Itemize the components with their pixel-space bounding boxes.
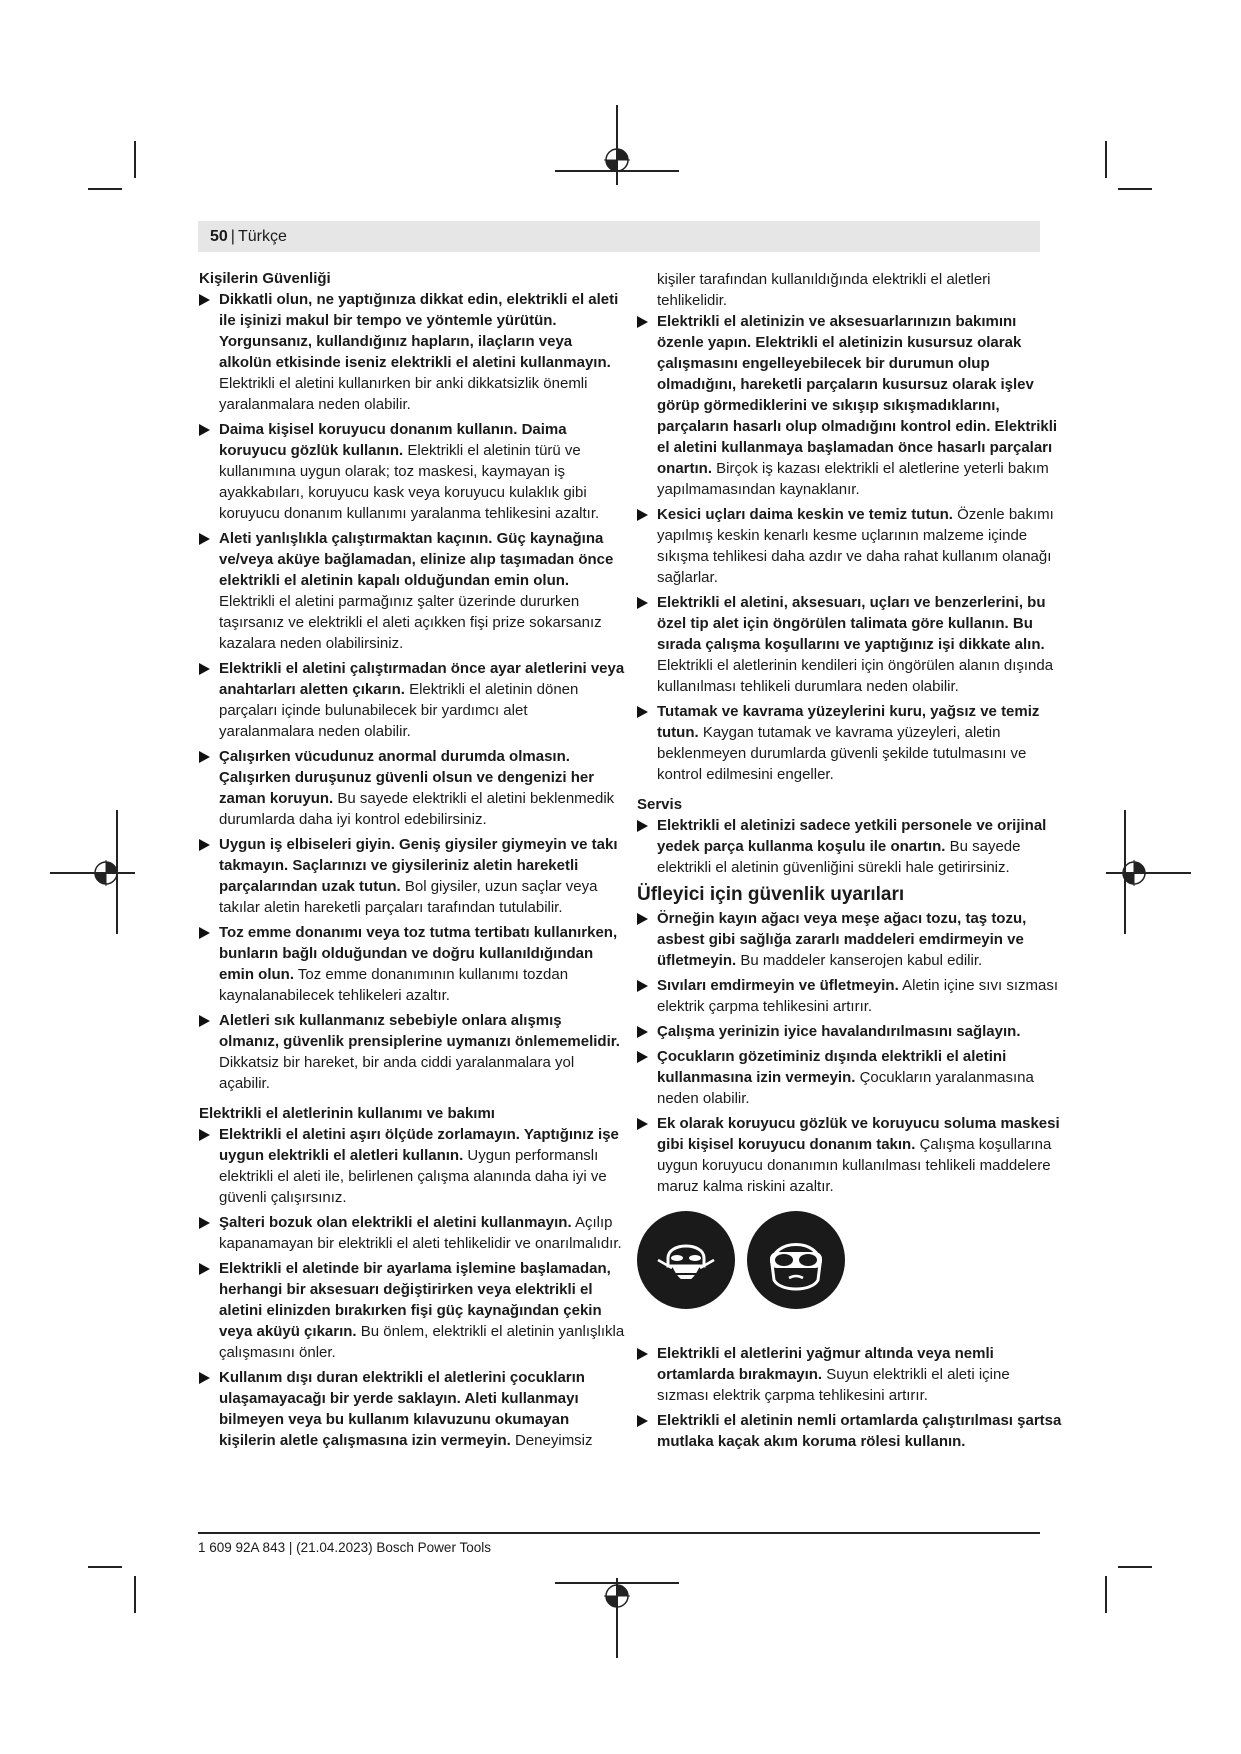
registration-target-icon bbox=[604, 147, 630, 173]
list-item: Çalışırken vücudunuz anormal durumda olmasın. Çalışırken duruşunuz güvenli olsun ve dengenizi her zaman koruyun. Bu sayede elektrikli el aletini beklenmedik durumlarda daha iyi kontrol edebilirsiniz. bbox=[199, 746, 625, 830]
list-item: Daima kişisel koruyucu donanım kullanın. Daima koruyucu gözlük kullanın. Elektrikli el aletinin türü ve kullanımına uygun olarak; toz maskesi, kaymayan iş ayakkabıları, koruyucu kask veya koruyucu kulaklık gibi koruyucu donanım kullanımı yaralanma tehlikesini azaltır. bbox=[199, 419, 625, 524]
maintenance-list bbox=[637, 311, 1063, 785]
page-number: 50 bbox=[210, 228, 228, 245]
crop-mark bbox=[616, 105, 618, 185]
list-item: Şalteri bozuk olan elektrikli el aletini kullanmayın. Açılıp kapanamayan bir elektrikli el aleti tehlikelidir ve onarılmalıdır. bbox=[199, 1212, 625, 1254]
crop-mark bbox=[88, 188, 122, 190]
bullet-triangle-icon bbox=[637, 1026, 648, 1038]
crop-mark bbox=[1118, 188, 1152, 190]
list-item: Elektrikli el aletlerini yağmur altında veya nemli ortamlarda bırakmayın. Suyun elektrikli el aleti içine sızması elektrik çarpma tehlikesini artırır. bbox=[637, 1343, 1063, 1406]
list-item: Dikkatli olun, ne yaptığınıza dikkat edin, elektrikli el aleti ile işinizi makul bir tempo ve yöntemle yürütün. Yorgunsanız, kullandığınız hapların, ilaçların veya alkolün etkisinde iseniz elektrikli el aletini kullanmayın. Elektrikli el aletini kullanırken bir anki dikkatsizlik önemli yaralanmalara neden olabilir. bbox=[199, 289, 625, 415]
service-list bbox=[637, 815, 1063, 878]
bullet-triangle-icon bbox=[199, 294, 210, 306]
crop-mark bbox=[1106, 872, 1191, 874]
bullet-triangle-icon bbox=[637, 1051, 648, 1063]
registration-target-icon bbox=[604, 1583, 630, 1609]
page-header bbox=[198, 221, 1040, 252]
list-item: Kullanım dışı duran elektrikli el aletlerini çocukların ulaşamayacağı bir yerde saklayın. Aleti kullanmayı bilmeyen veya bu kullanım kılavuzunu okumayan kişilerin aletle çalışmasına izin vermeyin. Deneyimsiz bbox=[199, 1367, 625, 1451]
list-item: Ek olarak koruyucu gözlük ve koruyucu soluma maskesi gibi kişisel koruyucu donanım takın. Çalışma koşullarına uygun koruyucu donanımın kullanılması tehlikeli maddelere maruz kalma riskini azaltır. bbox=[637, 1113, 1063, 1197]
section-title-personal-safety: Kişilerin Güvenliği bbox=[199, 270, 331, 287]
section-title-blower-safety: Üfleyici için güvenlik uyarıları bbox=[637, 884, 905, 905]
bullet-triangle-icon bbox=[199, 663, 210, 675]
list-item: Elektrikli el aletini aşırı ölçüde zorlamayın. Yaptığınız işe uygun elektrikli el aletleri kullanın. Uygun performanslı elektrikli el aleti ile, belirlenen çalışma alanında daha iyi ve güvenli çalışırsınız. bbox=[199, 1124, 625, 1208]
right-column bbox=[637, 269, 1063, 1456]
list-item: Çalışma yerinizin iyice havalandırılmasını sağlayın. bbox=[637, 1021, 1063, 1042]
crop-mark bbox=[134, 1576, 136, 1613]
bullet-triangle-icon bbox=[199, 1129, 210, 1141]
footer-text: 1 609 92A 843 | (21.04.2023) Bosch Power Tools bbox=[198, 1540, 491, 1555]
bullet-triangle-icon bbox=[199, 1372, 210, 1384]
bullet-triangle-icon bbox=[637, 913, 648, 925]
blower-safety-list bbox=[637, 908, 1063, 1197]
section-title-service: Servis bbox=[637, 796, 683, 813]
crop-mark bbox=[88, 1566, 122, 1568]
header-language: Türkçe bbox=[237, 228, 287, 245]
list-item: Elektrikli el aletinizi sadece yetkili personele ve orijinal yedek parça kullanma koşulu ile onartın. Bu sayede elektrikli el aletinin güvenliğini sürekli hale getirirsiniz. bbox=[637, 815, 1063, 878]
crop-mark bbox=[1105, 141, 1107, 178]
bullet-triangle-icon bbox=[199, 1015, 210, 1027]
continued-text: kişiler tarafından kullanıldığında elektrikli el aletleri tehlikelidir. bbox=[657, 271, 991, 309]
list-item: Uygun iş elbiseleri giyin. Geniş giysiler giymeyin ve takı takmayın. Saçlarınızı ve giysileriniz aletin hareketli parçalarından uzak tutun. Bol giysiler, uzun saçlar veya takılar aletin hareketli parçaları tarafından tutulabilir. bbox=[199, 834, 625, 918]
registration-target-icon bbox=[93, 860, 119, 886]
bullet-triangle-icon bbox=[637, 980, 648, 992]
crop-mark bbox=[1105, 1576, 1107, 1613]
bullet-triangle-icon bbox=[199, 1263, 210, 1275]
bullet-triangle-icon bbox=[199, 533, 210, 545]
list-item: Örneğin kayın ağacı veya meşe ağacı tozu, taş tozu, asbest gibi sağlığa zararlı maddeleri emdirmeyin ve üfletmeyin. Bu maddeler kanserojen kabul edilir. bbox=[637, 908, 1063, 971]
bullet-triangle-icon bbox=[199, 839, 210, 851]
bullet-triangle-icon bbox=[637, 820, 648, 832]
bullet-triangle-icon bbox=[199, 424, 210, 436]
list-item: Elektrikli el aletinin nemli ortamlarda çalıştırılması şartsa mutlaka kaçak akım koruma rölesi kullanın. bbox=[637, 1410, 1063, 1452]
list-item: Elektrikli el aletinizin ve aksesuarlarınızın bakımını özenle yapın. Elektrikli el aletinizin kusursuz olarak çalışmasını engelleyebilecek bir durumun olup olmadığını, hareketli parçaların kusursuz olarak işlev görüp görmediklerini ve sıkışıp sıkışmadıklarını, parçaların hasarlı olup olmadığını kontrol edin. Elektrikli el aletini kullanmaya başlamadan önce hasarlı parçaları onartın. Birçok iş kazası elektrikli el aletlerine yeterli bakım yapılmamasından kaynaklanır. bbox=[637, 311, 1063, 500]
bullet-triangle-icon bbox=[199, 927, 210, 939]
bullet-triangle-icon bbox=[199, 1217, 210, 1229]
list-item: Sıvıları emdirmeyin ve üfletmeyin. Aletin içine sıvı sızması elektrik çarpma tehlikesini artırır. bbox=[637, 975, 1063, 1017]
list-item: Aletleri sık kullanmanız sebebiyle onlara alışmış olmanız, güvenlik prensiplerine uymanızı önlememelidir. Dikkatsiz bir hareket, bir anda ciddi yaralanmalara yol açabilir. bbox=[199, 1010, 625, 1094]
bullet-triangle-icon bbox=[637, 1118, 648, 1130]
bullet-triangle-icon bbox=[637, 316, 648, 328]
list-item: Çocukların gözetiminiz dışında elektrikli el aletini kullanmasına izin vermeyin. Çocukların yaralanmasına neden olabilir. bbox=[637, 1046, 1063, 1109]
ppe-pictograms bbox=[637, 1211, 1063, 1309]
list-item: Toz emme donanımı veya toz tutma tertibatı kullanırken, bunların bağlı olduğundan ve doğru kullanıldığından emin olun. Toz emme donanımının kullanımı tozdan kaynalanabilecek tehlikeleri azaltır. bbox=[199, 922, 625, 1006]
bullet-triangle-icon bbox=[637, 706, 648, 718]
header-separator: | bbox=[230, 228, 235, 245]
list-item: Tutamak ve kavrama yüzeylerini kuru, yağsız ve temiz tutun. Kaygan tutamak ve kavrama yüzeyleri, aletin beklenmeyen durumlarda güvenli şekilde tutulmasını ve kontrol edilmesini engeller. bbox=[637, 701, 1063, 785]
respirator-mask-icon bbox=[637, 1211, 735, 1309]
left-column bbox=[199, 268, 625, 1455]
moisture-safety-list bbox=[637, 1343, 1063, 1452]
list-item: Elektrikli el aletini çalıştırmadan önce ayar aletlerini veya anahtarları aletten çıkarın. Elektrikli el aletinin dönen parçaları içinde bulunabilecek bir yardımcı alet yaralanmalara neden olabilir. bbox=[199, 658, 625, 742]
safety-goggles-icon bbox=[747, 1211, 845, 1309]
bullet-triangle-icon bbox=[637, 509, 648, 521]
bullet-triangle-icon bbox=[199, 751, 210, 763]
list-item: Aleti yanlışlıkla çalıştırmaktan kaçının. Güç kaynağına ve/veya aküye bağlamadan, elinize alıp taşımadan önce elektrikli el aletinin kapalı olduğundan emin olun. Elektrikli el aletini parmağınız şalter üzerinde dururken taşırsanız ve elektrikli el aleti açıkken fişi prize sokarsanız kazalara neden olabilirsiniz. bbox=[199, 528, 625, 654]
personal-safety-list bbox=[199, 289, 625, 1094]
page-footer bbox=[198, 1532, 1040, 1555]
registration-target-icon bbox=[1121, 860, 1147, 886]
bullet-triangle-icon bbox=[637, 597, 648, 609]
bullet-triangle-icon bbox=[637, 1415, 648, 1427]
section-title-tool-use: Elektrikli el aletlerinin kullanımı ve bakımı bbox=[199, 1105, 495, 1122]
list-item: Elektrikli el aletinde bir ayarlama işlemine başlamadan, herhangi bir aksesuarı değiştirirken veya elektrikli el aletini elinizden bırakırken fişi güç kaynağından çekin veya aküyü çıkarın. Bu önlem, elektrikli el aletinin yanlışlıkla çalışmasını önler. bbox=[199, 1258, 625, 1363]
bullet-triangle-icon bbox=[637, 1348, 648, 1360]
crop-mark bbox=[134, 141, 136, 178]
tool-use-list bbox=[199, 1124, 625, 1451]
crop-mark bbox=[1118, 1566, 1152, 1568]
list-item: Elektrikli el aletini, aksesuarı, uçları ve benzerlerini, bu özel tip alet için öngörülen talimata göre kullanın. Bu sırada çalışma koşullarını ve yaptığınız işi dikkate alın. Elektrikli el aletlerinin kendileri için öngörülen alanın dışında kullanılması tehlikeli durumlara neden olabilir. bbox=[637, 592, 1063, 697]
list-item: Kesici uçları daima keskin ve temiz tutun. Özenle bakımı yapılmış keskin kenarlı kesme uçlarının malzeme içinde sıkışma tehlikesi daha azdır ve daha rahat kullanım olanağı sağlarlar. bbox=[637, 504, 1063, 588]
